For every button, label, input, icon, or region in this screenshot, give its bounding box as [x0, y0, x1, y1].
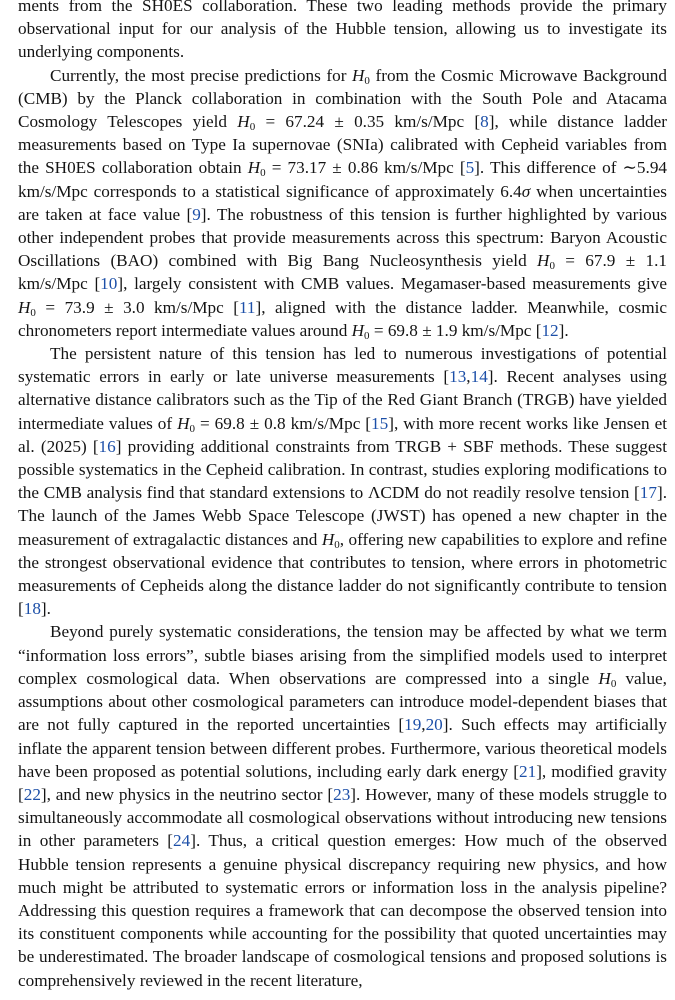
paragraph-h0-measurements: Currently, the most precise predictions for $H_0$ from the Cosmic Microwave Background (CMB) by the Planck collaboration in combination with the South Pole and Atacama Cosmology Telescopes yield $H_0 = 67.24 \pm 0.35$ km/s/Mpc [8], while distance ladder measurements based on Type Ia supernovae (SNIa) calibrated with Cepheid variables from the SH0ES collaboration obtain $H_0 = 73.17 \pm 0.86$ km/s/Mpc [5]. This difference of ∼5.94 km/s/Mpc corresponds to a statistical significance of approximately 6.4σ when uncertainties are taken at face value [9]. The robustness of this tension is further highlighted by various other independent probes that provide measurements across this spectrum: Baryon Acoustic Oscillations (BAO) combined with Big Bang Nucleosynthesis yield $H_0 = 67.9 \pm 1.1$ km/s/Mpc [10], largely consistent with CMB values. Megamaser-based measurements give $H_0 = 73.9 \pm 3.0$ km/s/Mpc [11], aligned with the distance ladder. Meanwhile, cosmic chronometers report intermediate values around $H_0 = 69.8 \pm 1.9$ km/s/Mpc [12].: [18, 65, 668, 342]
hubble-constant-symbol: $H_0$: [237, 112, 256, 134]
sigma-symbol: σ: [521, 181, 531, 201]
paragraph-information-loss: Beyond purely systematic considerations, the tension may be affected by what we term “information loss errors”, subtle biases arising from the simplified models used to interpret complex cosmological data. When observations are compressed into a single $H_0$ value, assumptions about other cosmological parameters can introduce model-dependent biases that are not fully captured in the reported uncertainties [19,20]. Such effects may artificially inflate the apparent tension between different probes. Furthermore, various theoretical models have been proposed as potential solutions, including early dark energy [21], modified gravity [22], and new physics in the neutrino sector [23]. However, many of these models struggle to simultaneously accommodate all cosmological observations without introducing new tensions in other parameters [24]. Thus, a critical question emerges: How much of the observed Hubble tension represents a genuine physical discrepancy requiring new physics, and how much might be attributed to systematic errors or information loss in the analysis pipeline? Addressing this question requires a framework that can decompose the observed tension into its constituent components while accounting for the possibility that quoted uncertainties may be underestimated. The broader landscape of cosmological tensions and proposed solutions is comprehensively reviewed in the recent literature,: [18, 622, 668, 990]
citation-link[interactable]: 15: [371, 413, 389, 433]
citation-link[interactable]: 21: [519, 761, 537, 781]
hubble-constant-symbol: $H_0$: [352, 65, 370, 87]
citation-link[interactable]: 10: [100, 274, 118, 294]
citation-link[interactable]: 23: [333, 784, 351, 804]
citation-link[interactable]: 9: [192, 204, 201, 224]
paper-page: [18, 0, 667, 992]
citation-link[interactable]: 16: [98, 436, 116, 456]
hubble-constant-symbol: $H_0$: [18, 297, 36, 319]
hubble-constant-symbol: $H_0$: [247, 158, 266, 180]
citation-link[interactable]: 24: [173, 831, 191, 851]
paragraph-systematic-errors: The persistent nature of this tension has led to numerous investigations of potential systematic errors in early or late universe measurements [13,14]. Recent analyses using alternative distance calibrators such as the Tip of the Red Giant Branch (TRGB) have yielded intermediate values of $H_0 = 69.8 \pm 0.8$ km/s/Mpc [15], with more recent works like Jensen et al. (2025) [16] providing additional constraints from TRGB + SBF methods. These suggest possible systematics in the Cepheid calibration. In contrast, studies exploring modifications to the CMB analysis find that standard extensions to ΛCDM do not readily resolve tension [17]. The launch of the James Webb Space Telescope (JWST) has opened a new chapter in the measurement of extragalactic distances and $H_0$, offering new capabilities to explore and refine the strongest observational evidence that contributes to tension, where errors in photometric measurements of Cepheids along the distance ladder do not significantly contribute to tension [18].: [18, 344, 668, 619]
citation-link[interactable]: 11: [238, 297, 256, 317]
paragraph-intro-continued: ments from the SH0ES collaboration. These two leading methods provide the primary observational input for our analysis of the Hubble tension, allowing us to investigate its underlying components.: [18, 0, 667, 62]
hubble-constant-symbol: $H_0$: [537, 251, 555, 273]
citation-link[interactable]: 14: [470, 367, 488, 387]
citation-link[interactable]: 20: [425, 715, 443, 735]
citation-link[interactable]: 18: [23, 599, 41, 619]
citation-link[interactable]: 22: [23, 784, 41, 804]
hubble-constant-symbol: $H_0$: [177, 413, 195, 435]
citation-link[interactable]: 13: [449, 367, 467, 387]
hubble-constant-symbol: $H_0$: [598, 668, 617, 690]
citation-link[interactable]: 17: [639, 483, 657, 503]
hubble-constant-symbol: $H_0$: [351, 320, 370, 342]
citation-link[interactable]: 8: [480, 112, 489, 132]
citation-link[interactable]: 12: [541, 320, 559, 340]
hubble-constant-symbol: $H_0$: [321, 529, 340, 551]
citation-link[interactable]: 19: [404, 715, 422, 735]
citation-link[interactable]: 5: [465, 158, 475, 178]
